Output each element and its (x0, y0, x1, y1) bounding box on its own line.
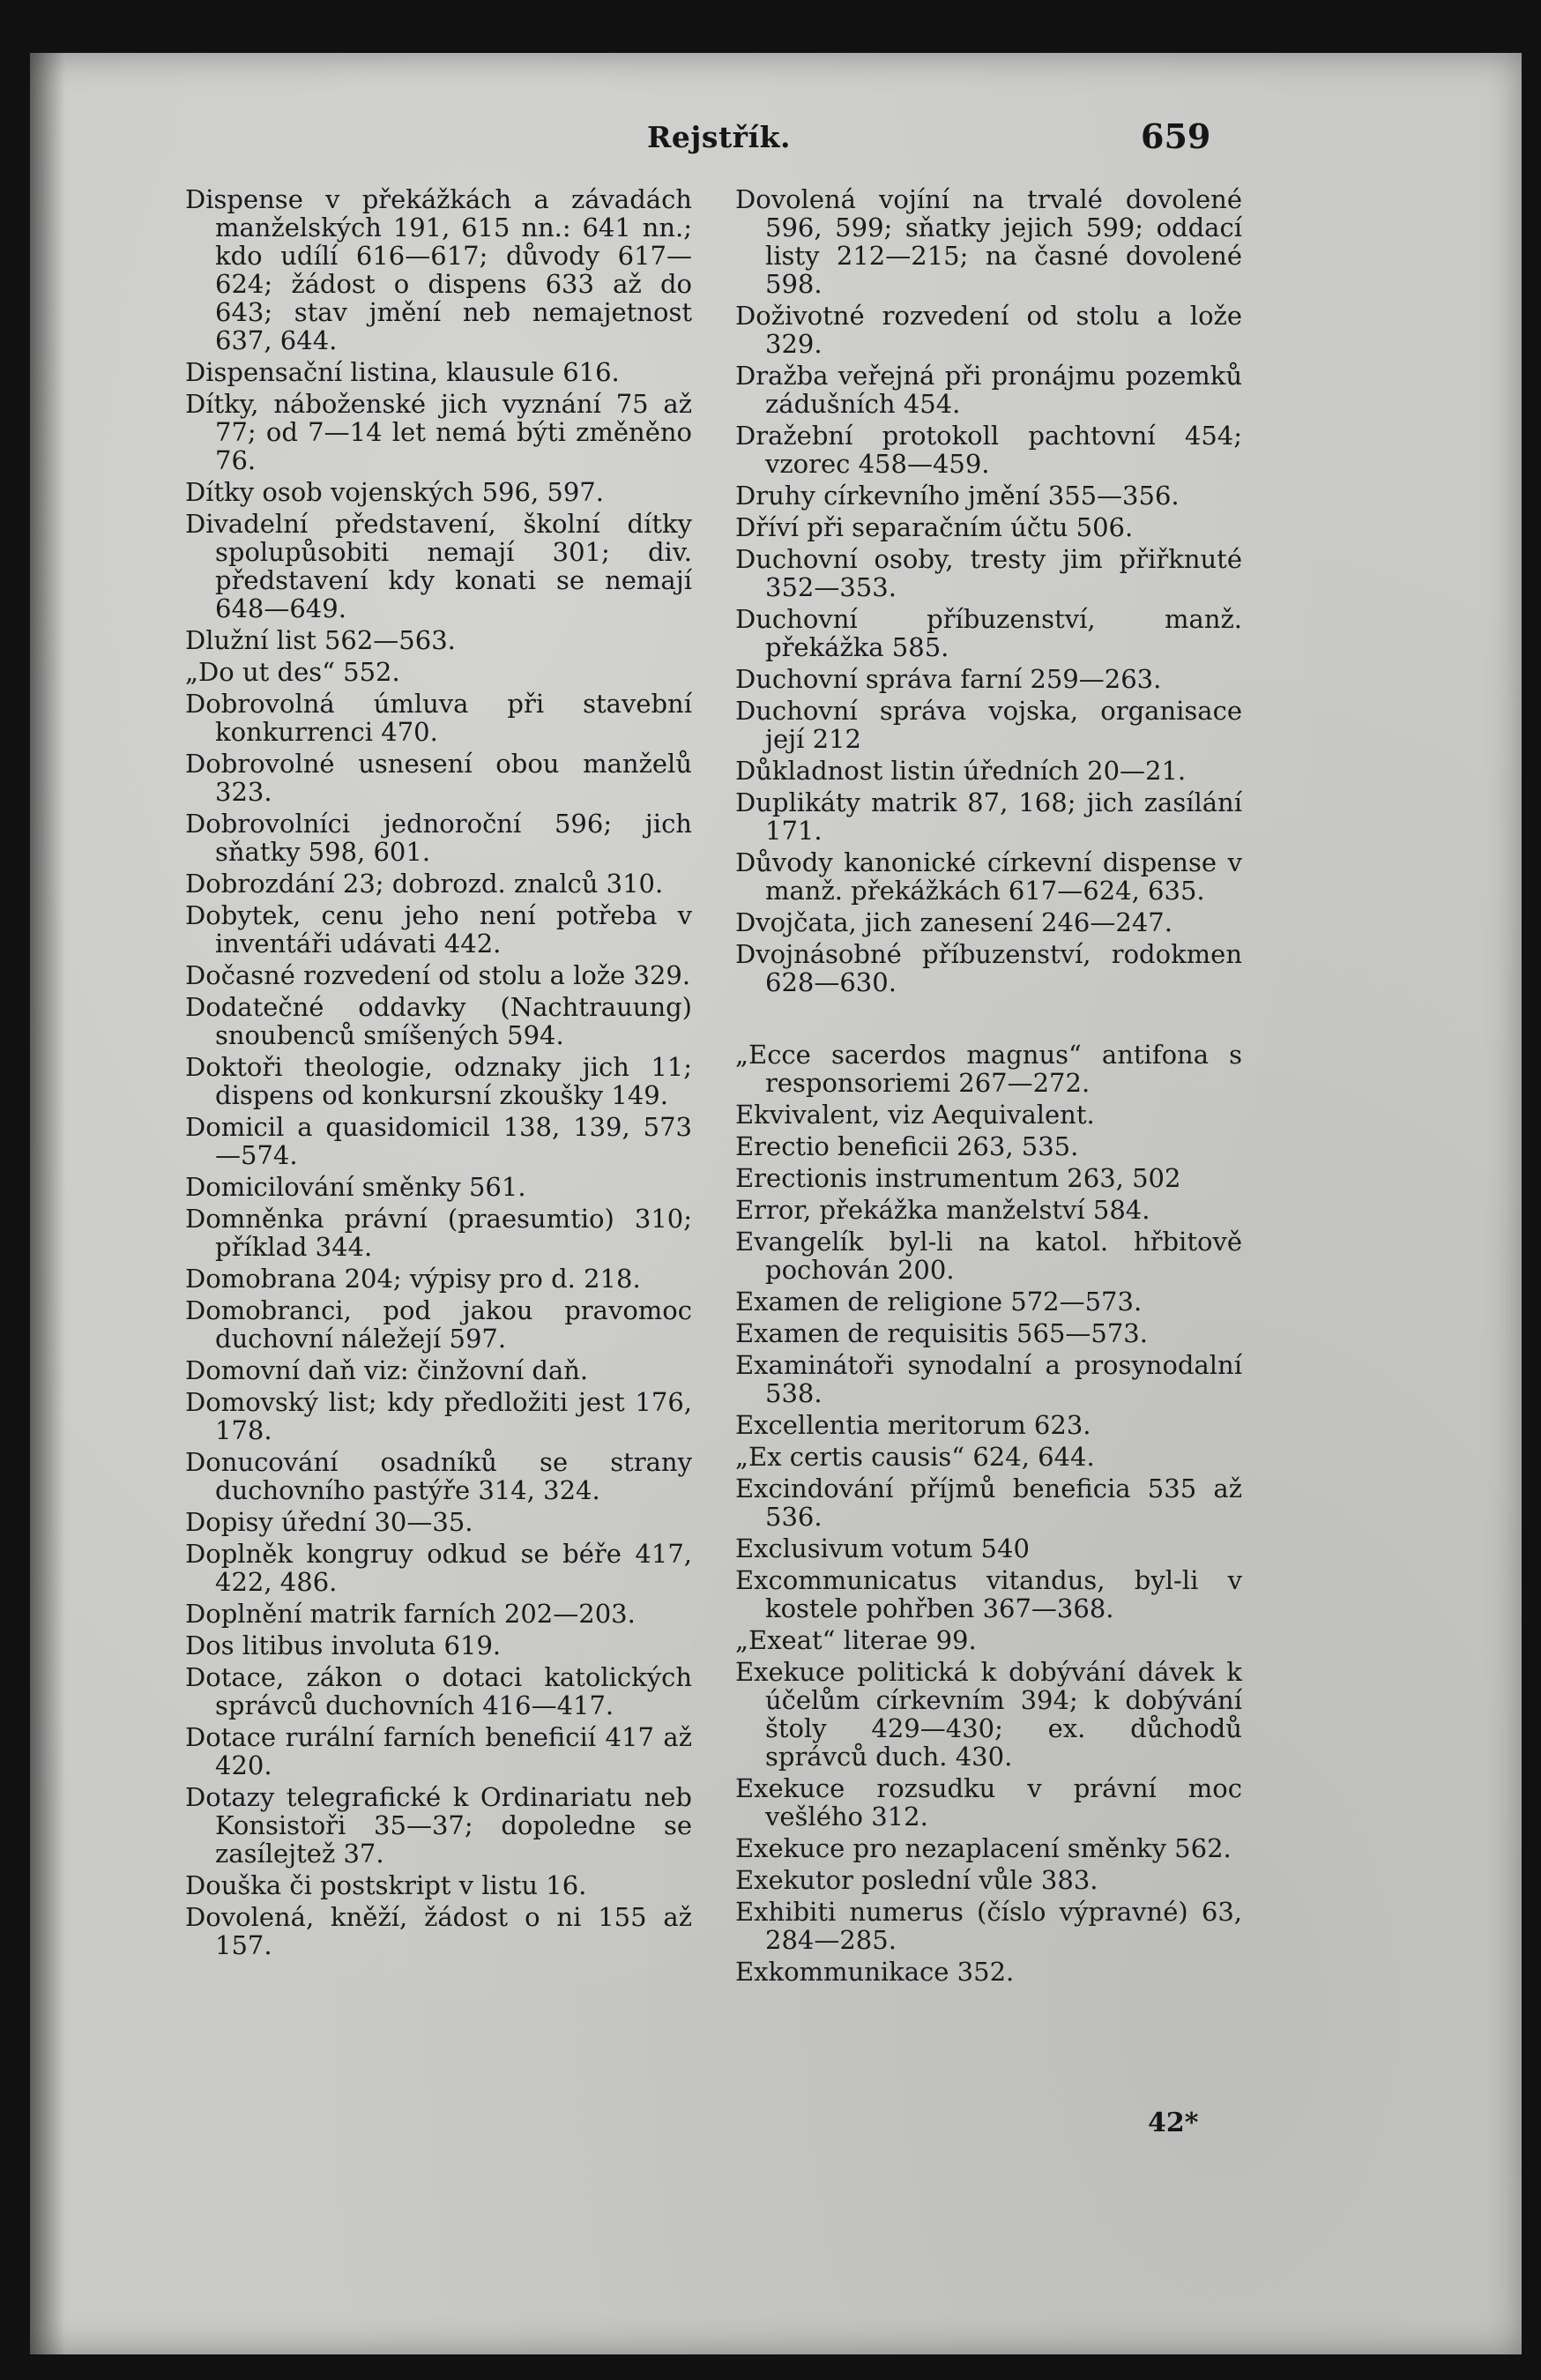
index-entry: Domicilování směnky 561. (185, 1172, 526, 1202)
index-entry: Důvody kanonické církevní dispense v manž. překážkách 617—624, 635. (735, 847, 1242, 906)
index-entry: Dražební protokoll pachtovní 454; vzorec 458—459. (735, 421, 1242, 479)
index-entry: Druhy církevního jmění 355—356. (735, 481, 1180, 511)
index-entry: Examinátoři synodalní a prosynodalní 538. (735, 1350, 1242, 1408)
index-entry: Dovolená vojíní na trvalé dovolené 596, 599; sňatky jejich 599; oddací listy 212—215; na časné dovolené 598. (735, 184, 1242, 299)
index-entry: Domobranci, pod jakou pravomoc duchovní náležejí 597. (185, 1295, 692, 1354)
index-entry: Dos litibus involuta 619. (185, 1630, 502, 1660)
running-header: Rejstřík. (647, 120, 791, 154)
index-entry: Dobrovolné usnesení obou manželů 323. (185, 749, 692, 807)
index-entry: Evangelík byl-li na katol. hřbitově pochován 200. (735, 1227, 1242, 1285)
index-entry: Doktoři theologie, odznaky jich 11; dispens od konkursní zkoušky 149. (185, 1052, 692, 1110)
index-entry: Dočasné rozvedení od stolu a lože 329. (185, 960, 691, 990)
index-entry: Error, překážka manželství 584. (735, 1195, 1150, 1225)
index-entry: Důkladnost listin úředních 20—21. (735, 756, 1187, 786)
index-entry: Erectionis instrumentum 263, 502 (735, 1163, 1181, 1193)
index-entry: Duchovní příbuzenství, manž. překážka 585. (735, 604, 1242, 662)
index-entry: Dispense v překážkách a závadách manželských 191, 615 nn.: 641 nn.; kdo udílí 616—617; důvody 617—624; žádost o dispens 633 až do 643; stav jmění neb nemajetnost 637, 644. (185, 184, 692, 355)
index-section-e (735, 1041, 1242, 1986)
book-page (30, 53, 1522, 2354)
index-entry: Exekuce rozsudku v právní moc vešlého 312. (735, 1773, 1242, 1832)
index-section-d (735, 185, 1242, 996)
index-entry: Dvojčata, jich zanesení 246—247. (735, 907, 1172, 937)
index-entry: Dříví při separačním účtu 506. (735, 512, 1134, 542)
index-entry: „Exeat“ literae 99. (735, 1625, 977, 1655)
index-entry: Ekvivalent, viz Aequivalent. (735, 1100, 1095, 1130)
index-entry: Domovský list; kdy předložiti jest 176, 178. (185, 1387, 692, 1445)
index-entry: „Ecce sacerdos magnus“ antifona s responsoriemi 267—272. (735, 1040, 1242, 1098)
index-entry: Duchovní správa vojska, organisace její 212 (735, 696, 1242, 754)
index-entry: Dítky, náboženské jich vyznání 75 až 77; od 7—14 let nemá býti změněno 76. (185, 389, 692, 475)
index-entry: Dovolená, kněží, žádost o ni 155 až 157. (185, 1902, 692, 1960)
signature-mark: 42* (1148, 2108, 1199, 2138)
index-entry: Dlužní list 562—563. (185, 625, 456, 655)
index-entry: Exclusivum votum 540 (735, 1533, 1030, 1563)
index-entry: Dotace rurální farních beneficií 417 až 420. (185, 1722, 692, 1780)
index-entry: Donucování osadníků se strany duchovního pastýře 314, 324. (185, 1447, 692, 1505)
index-entry: Dotace, zákon o dotaci katolických správců duchovních 416—417. (185, 1662, 692, 1720)
index-column-left (185, 185, 692, 1963)
index-entry: Douška či postskript v listu 16. (185, 1870, 587, 1900)
index-entry: Exekuce politická k dobývání dávek k účelům církevním 394; k dobývání štoly 429—430; ex. důchodů správců duch. 430. (735, 1657, 1242, 1772)
section-divider (735, 1000, 1242, 1041)
index-entry: „Do ut des“ 552. (185, 657, 400, 687)
index-entry: Excellentia meritorum 623. (735, 1410, 1091, 1440)
index-entry: Examen de religione 572—573. (735, 1287, 1143, 1317)
index-column-right (735, 185, 1242, 1989)
index-entry: Excindování příjmů beneficia 535 až 536. (735, 1474, 1242, 1532)
index-entry: Erectio beneficii 263, 535. (735, 1131, 1079, 1161)
index-entry: Examen de requisitis 565—573. (735, 1318, 1148, 1348)
page-number: 659 (1141, 116, 1211, 156)
index-entry: Exkommunikace 352. (735, 1957, 1015, 1987)
index-entry: Doživotné rozvedení od stolu a lože 329. (735, 301, 1242, 359)
index-entry: Doplněk kongruy odkud se béře 417, 422, 486. (185, 1539, 692, 1597)
index-entry: Duchovní osoby, tresty jim přiřknuté 352—353. (735, 544, 1242, 602)
index-entry: Dvojnásobné příbuzenství, rodokmen 628—630. (735, 939, 1242, 997)
index-entry: Dítky osob vojenských 596, 597. (185, 477, 604, 507)
index-entry: Dodatečné oddavky (Nachtrauung) snoubenců smíšených 594. (185, 992, 692, 1050)
index-entry: Dobrozdání 23; dobrozd. znalců 310. (185, 869, 664, 899)
index-entry: Dobytek, cenu jeho není potřeba v inventáři udávati 442. (185, 900, 692, 959)
index-entry: Dotazy telegrafické k Ordinariatu neb Konsistoři 35—37; dopoledne se zasílejtež 37. (185, 1782, 692, 1869)
index-entry: Divadelní představení, školní dítky spolupůsobiti nemají 301; div. představení kdy konati se nemají 648—649. (185, 509, 692, 623)
index-entry: Exekuce pro nezaplacení směnky 562. (735, 1833, 1232, 1863)
index-entry: Exhibiti numerus (číslo výpravné) 63, 284—285. (735, 1897, 1242, 1955)
index-entry: Dobrovolná úmluva při stavební konkurrenci 470. (185, 689, 692, 747)
index-entry: Excommunicatus vitandus, byl-li v kostele pohřben 367—368. (735, 1565, 1242, 1623)
index-entry: Dobrovolníci jednoroční 596; jich sňatky 598, 601. (185, 809, 692, 867)
index-entry: Domovní daň viz: činžovní daň. (185, 1355, 589, 1385)
index-entry: Domicil a quasidomicil 138, 139, 573—574. (185, 1112, 692, 1170)
page-edge-shadow (30, 53, 65, 2354)
index-entry: Dispensační listina, klausule 616. (185, 357, 620, 387)
index-entry: Dopisy úřední 30—35. (185, 1507, 473, 1537)
index-entry: Dražba veřejná při pronájmu pozemků zádušních 454. (735, 361, 1242, 419)
index-entry: „Ex certis causis“ 624, 644. (735, 1442, 1095, 1472)
index-entry: Domobrana 204; výpisy pro d. 218. (185, 1264, 641, 1294)
index-entry: Exekutor poslední vůle 383. (735, 1865, 1098, 1895)
index-entry: Domněnka právní (praesumtio) 310; příklad 344. (185, 1204, 692, 1262)
index-entry: Duplikáty matrik 87, 168; jich zasílání 171. (735, 787, 1242, 846)
index-entry: Duchovní správa farní 259—263. (735, 664, 1162, 694)
index-entry: Doplnění matrik farních 202—203. (185, 1599, 636, 1629)
